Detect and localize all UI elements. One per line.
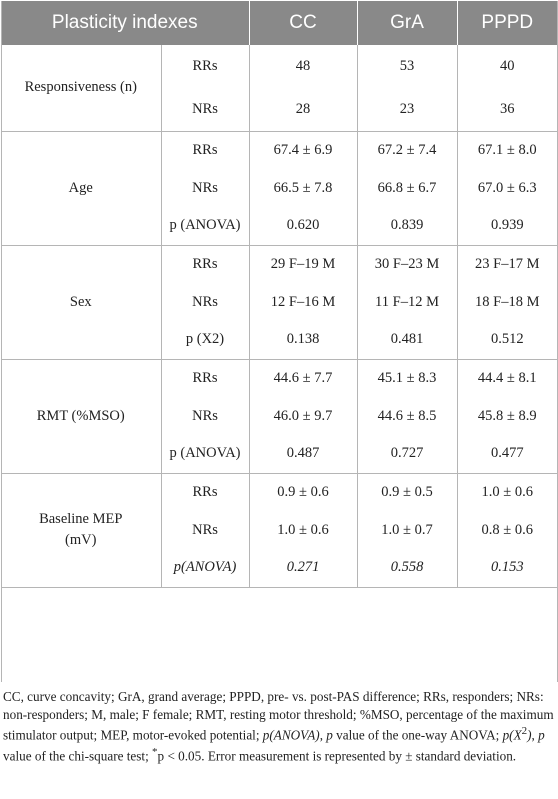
row-label: RRs xyxy=(161,245,249,283)
table-row xyxy=(1,245,557,283)
cell-cc: 44.6 ± 7.7 xyxy=(249,359,357,397)
row-label: RRs xyxy=(161,45,249,88)
cell-pppd: 44.4 ± 8.1 xyxy=(457,359,557,397)
cell-gra: 67.2 ± 7.4 xyxy=(357,131,457,169)
footnote-italic: p xyxy=(538,727,545,743)
cell-gra: 0.9 ± 0.5 xyxy=(357,473,457,511)
footnote-text: value of the chi-square test; xyxy=(3,748,153,764)
cell-pppd: 1.0 ± 0.6 xyxy=(457,473,557,511)
cell-gra: 1.0 ± 0.7 xyxy=(357,511,457,549)
cell-gra: 0.558 xyxy=(357,549,457,587)
group-label-baseline-mep xyxy=(1,473,161,587)
cell-pppd: 40 xyxy=(457,45,557,88)
cell-gra: 45.1 ± 8.3 xyxy=(357,359,457,397)
cell-cc: 29 F–19 M xyxy=(249,245,357,283)
header-pppd: PPPD xyxy=(457,1,557,45)
row-label: p (ANOVA) xyxy=(161,435,249,473)
header-gra: GrA xyxy=(357,1,457,45)
row-label: NRs xyxy=(161,88,249,131)
table-row xyxy=(1,131,557,169)
header-plasticity-indexes: Plasticity indexes xyxy=(1,1,249,45)
table-row xyxy=(1,359,557,397)
footnote-italic: ) xyxy=(527,727,532,743)
cell-pppd: 67.0 ± 6.3 xyxy=(457,169,557,207)
cell-gra: 0.839 xyxy=(357,207,457,245)
group-label-responsiveness: Responsiveness (n) xyxy=(24,79,137,96)
table-row xyxy=(1,473,557,511)
plasticity-table xyxy=(1,1,557,588)
row-label: p (ANOVA) xyxy=(161,207,249,245)
footnote-text: CC, curve concavity; GrA, grand average; PPPD, pre- vs. post-PAS difference; RRs, responders; NRs: non-responders; M, male; F female; RMT, resting motor threshold; %MSO, percentage of the maximum stimulator output; MEP, motor-evoked potential; xyxy=(3,689,554,743)
cell-gra: 30 F–23 M xyxy=(357,245,457,283)
cell-cc: 1.0 ± 0.6 xyxy=(249,511,357,549)
cell-pppd: 18 F–18 M xyxy=(457,283,557,321)
cell-pppd: 23 F–17 M xyxy=(457,245,557,283)
cell-pppd: 0.939 xyxy=(457,207,557,245)
footnote-italic: p(ANOVA) xyxy=(262,727,320,743)
cell-cc: 28 xyxy=(249,88,357,131)
cell-gra: 44.6 ± 8.5 xyxy=(357,397,457,435)
cell-gra: 66.8 ± 6.7 xyxy=(357,169,457,207)
cell-pppd: 0.8 ± 0.6 xyxy=(457,511,557,549)
footnote-italic: p xyxy=(326,727,333,743)
group-label-line: Baseline MEP xyxy=(39,511,123,527)
header-cc: CC xyxy=(249,1,357,45)
row-label: p(ANOVA) xyxy=(161,549,249,587)
cell-cc: 48 xyxy=(249,45,357,88)
group-label-rmt: RMT (%MSO) xyxy=(1,359,161,473)
row-label: RRs xyxy=(161,131,249,169)
table-header-row xyxy=(1,1,557,45)
cell-gra: 0.481 xyxy=(357,321,457,359)
footnote-text: , xyxy=(319,727,327,743)
footnote-italic: p(X xyxy=(502,727,522,743)
cell-cc: 46.0 ± 9.7 xyxy=(249,397,357,435)
cell-cc: 0.9 ± 0.6 xyxy=(249,473,357,511)
cell-pppd: 0.512 xyxy=(457,321,557,359)
row-label: NRs xyxy=(161,169,249,207)
row-label: RRs xyxy=(161,359,249,397)
cell-gra: 0.727 xyxy=(357,435,457,473)
row-label: p (X2) xyxy=(161,321,249,359)
cell-cc: 0.138 xyxy=(249,321,357,359)
table-row xyxy=(1,45,557,88)
cell-cc: 0.487 xyxy=(249,435,357,473)
cell-cc: 0.271 xyxy=(249,549,357,587)
cell-gra: 23 xyxy=(357,88,457,131)
cell-cc: 0.620 xyxy=(249,207,357,245)
cell-gra: 11 F–12 M xyxy=(357,283,457,321)
row-label: NRs xyxy=(161,511,249,549)
group-label-line: (mV) xyxy=(65,532,97,548)
cell-pppd: 67.1 ± 8.0 xyxy=(457,131,557,169)
cell-cc: 66.5 ± 7.8 xyxy=(249,169,357,207)
cell-pppd: 0.153 xyxy=(457,549,557,587)
footnote-text: , xyxy=(531,727,539,743)
cell-gra: 53 xyxy=(357,45,457,88)
footnote-text: p < 0.05. Error measurement is represented by ± standard deviation. xyxy=(157,748,517,764)
row-label: NRs xyxy=(161,283,249,321)
footnote-star: * xyxy=(152,745,158,758)
cell-pppd: 0.477 xyxy=(457,435,557,473)
footnote-superscript: 2 xyxy=(521,725,528,737)
group-label-age: Age xyxy=(1,131,161,245)
cell-cc: 67.4 ± 6.9 xyxy=(249,131,357,169)
table-footnote xyxy=(3,688,555,765)
cell-cc: 12 F–16 M xyxy=(249,283,357,321)
group-label-sex: Sex xyxy=(1,245,161,359)
cell-pppd: 36 xyxy=(457,88,557,131)
row-label: RRs xyxy=(161,473,249,511)
row-label: NRs xyxy=(161,397,249,435)
footnote-text: value of the one-way ANOVA; xyxy=(332,727,503,743)
cell-pppd: 45.8 ± 8.9 xyxy=(457,397,557,435)
